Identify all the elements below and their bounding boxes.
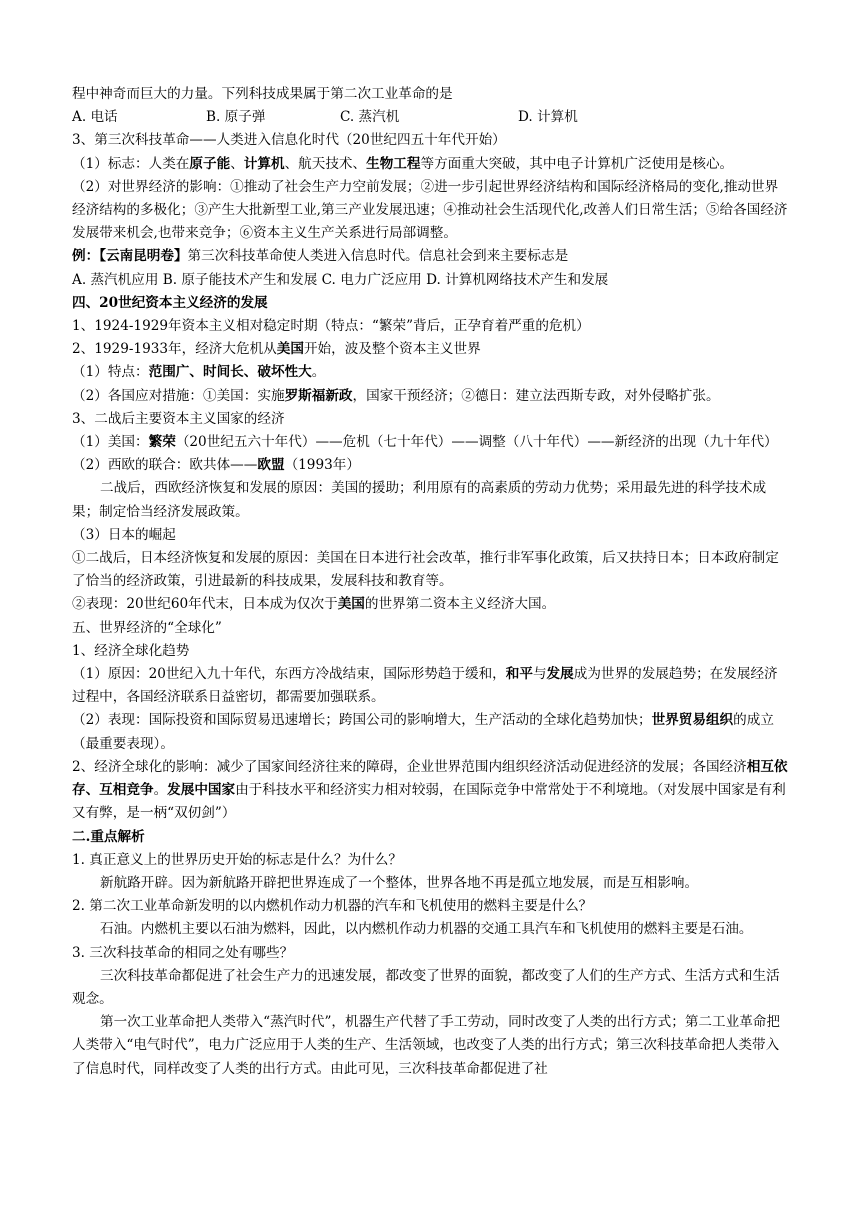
paragraph-globalization-causes: （1）原因：20世纪入九十年代，东西方冷战结束，国际形势趋于缓和，和平与发展成为世界的发展趋势；在发展经济过程中，各国经济联系日益密切，都需要加强联系。 xyxy=(72,666,778,706)
paragraph-globalization-manifestation: （2）表现：国际投资和国际贸易迅速增长；跨国公司的影响增大，生产活动的全球化趋势加快；世界贸易组织的成立（最重要表现）。 xyxy=(72,712,774,752)
option-c: C. 蒸汽机 xyxy=(340,109,400,126)
item-usa: （1）美国：繁荣（20世纪五六十年代）——危机（七十年代）——调整（八十年代）——新经济的出现（九十年代） xyxy=(72,434,778,451)
option-a: A. 电话 xyxy=(72,109,118,126)
paragraph-globalization-impact: 2、经济全球化的影响：减少了国家间经济往来的障碍，企业世界范围内组织经济活动促进经济的发展；各国经济相互依存、互相竞争。发展中国家由于科技水平和经济实力相对较弱，在国际竞争中常常处于不利境地。（对发展中国家是有利又有弊，是一柄“双仞剑”） xyxy=(72,758,788,822)
paragraph-europe-reasons: 二战后，西欧经济恢复和发展的原因：美国的援助；利用原有的高素质的劳动力优势；采用最先进的科学技术成果；制定恰当经济发展政策。 xyxy=(72,480,767,520)
item-measures: （2）各国应对措施：①美国：实施罗斯福新政，国家干预经济；②德日：建立法西斯专政，对外侵略扩张。 xyxy=(72,387,720,404)
question-1: 1. 真正意义上的世界历史开始的标志是什么？为什么？ xyxy=(72,851,402,868)
answer-3: 三次科技革命都促进了社会生产力的迅速发展，都改变了世界的面貌，都改变了人们的生产方式、生活方式和生活观念。 xyxy=(72,967,780,1007)
example-question: 例：【云南昆明卷】第三次科技革命使人类进入信息时代。信息社会到来主要标志是 xyxy=(72,248,569,265)
heading-key-analysis: 二.重点解析 xyxy=(72,828,145,845)
option-b: B. 原子弹 xyxy=(206,109,266,126)
item-features: （1）特点：范围广、时间长、破坏性大。 xyxy=(72,364,326,381)
example-options: A. 蒸汽机应用 B. 原子能技术产生和发展 C. 电力广泛应用 D. 计算机网络技术产生和发展 xyxy=(72,271,609,288)
question-stem: 程中神奇而巨大的力量。下列科技成果属于第二次工业革命的是 xyxy=(72,86,453,102)
answer-options xyxy=(72,106,788,129)
paragraph-symbol: （1）标志：人类在原子能、计算机、航天技术、生物工程等方面重大突破，其中电子计算机广泛使用是核心。 xyxy=(72,155,734,172)
option-d: D. 计算机 xyxy=(518,109,578,126)
item-japan-rise: （3）日本的崛起 xyxy=(72,526,176,543)
paragraph-japan-performance: ②表现：20世纪60年代末，日本成为仅次于美国的世界第二资本主义经济大国。 xyxy=(72,596,556,613)
paragraph-japan-reasons: ①二战后，日本经济恢复和发展的原因：美国在日本进行社会改革，推行非军事化政策，后又扶持日本；日本政府制定了恰当的经济政策，引进最新的科技成果，发展科技和教育等。 xyxy=(72,550,779,590)
heading-section-five: 五、世界经济的“全球化” xyxy=(72,619,222,636)
answer-2: 石油。内燃机主要以石油为燃料，因此，以内燃机作动力机器的交通工具汽车和飞机使用的燃料主要是石油。 xyxy=(100,921,753,938)
item-postwar-economy: 3、二战后主要资本主义国家的经济 xyxy=(72,410,285,427)
paragraph-impact: （2）对世界经济的影响：①推动了社会生产力空前发展；②进一步引起世界经济结构和国际经济格局的变化,推动世界经济结构的多极化；③产生大批新型工业,第三产业发展迅速；④推动社会生活现代化,改善人们日常生活；⑤给各国经济发展带来机会,也带来竞争；⑥资本主义生产关系进行局部调整。 xyxy=(72,178,788,242)
answer-1: 新航路开辟。因为新航路开辟把世界连成了一个整体，世界各地不再是孤立地发展，而是互相影响。 xyxy=(100,874,699,891)
question-3: 3. 三次科技革命的相同之处有哪些？ xyxy=(72,944,294,961)
section-third-revolution: 3、第三次科技革命——人类进入信息化时代（20世纪四五十年代开始） xyxy=(72,132,506,149)
item-western-europe: （2）西欧的联合：欧共体——欧盟（1993年） xyxy=(72,457,360,474)
item-great-depression: 2、1929-1933年，经济大危机从美国开始，波及整个资本主义世界 xyxy=(72,341,481,358)
answer-3-detail: 第一次工业革命把人类带入“蒸汽时代”，机器生产代替了手工劳动，同时改变了人类的出行方式；第二工业革命把人类带入“电气时代”，电力广泛应用于人类的生产、生活领域，也改变了人类的出行方式；第三次科技革命把人类带入了信息时代，同样改变了人类的出行方式。由此可见，三次科技革命都促进了社 xyxy=(72,1014,780,1077)
item-globalization-trend: 1、经济全球化趋势 xyxy=(72,642,190,659)
question-2: 2. 第二次工业革命新发明的以内燃机作动力机器的汽车和飞机使用的燃料主要是什么？ xyxy=(72,898,593,915)
heading-section-four: 四、20世纪资本主义经济的发展 xyxy=(72,294,268,311)
item-stable-period: 1、1924-1929年资本主义相对稳定时期（特点：“繁荣”背后，正孕育着严重的危机） xyxy=(72,318,590,335)
document-page xyxy=(72,83,788,1081)
